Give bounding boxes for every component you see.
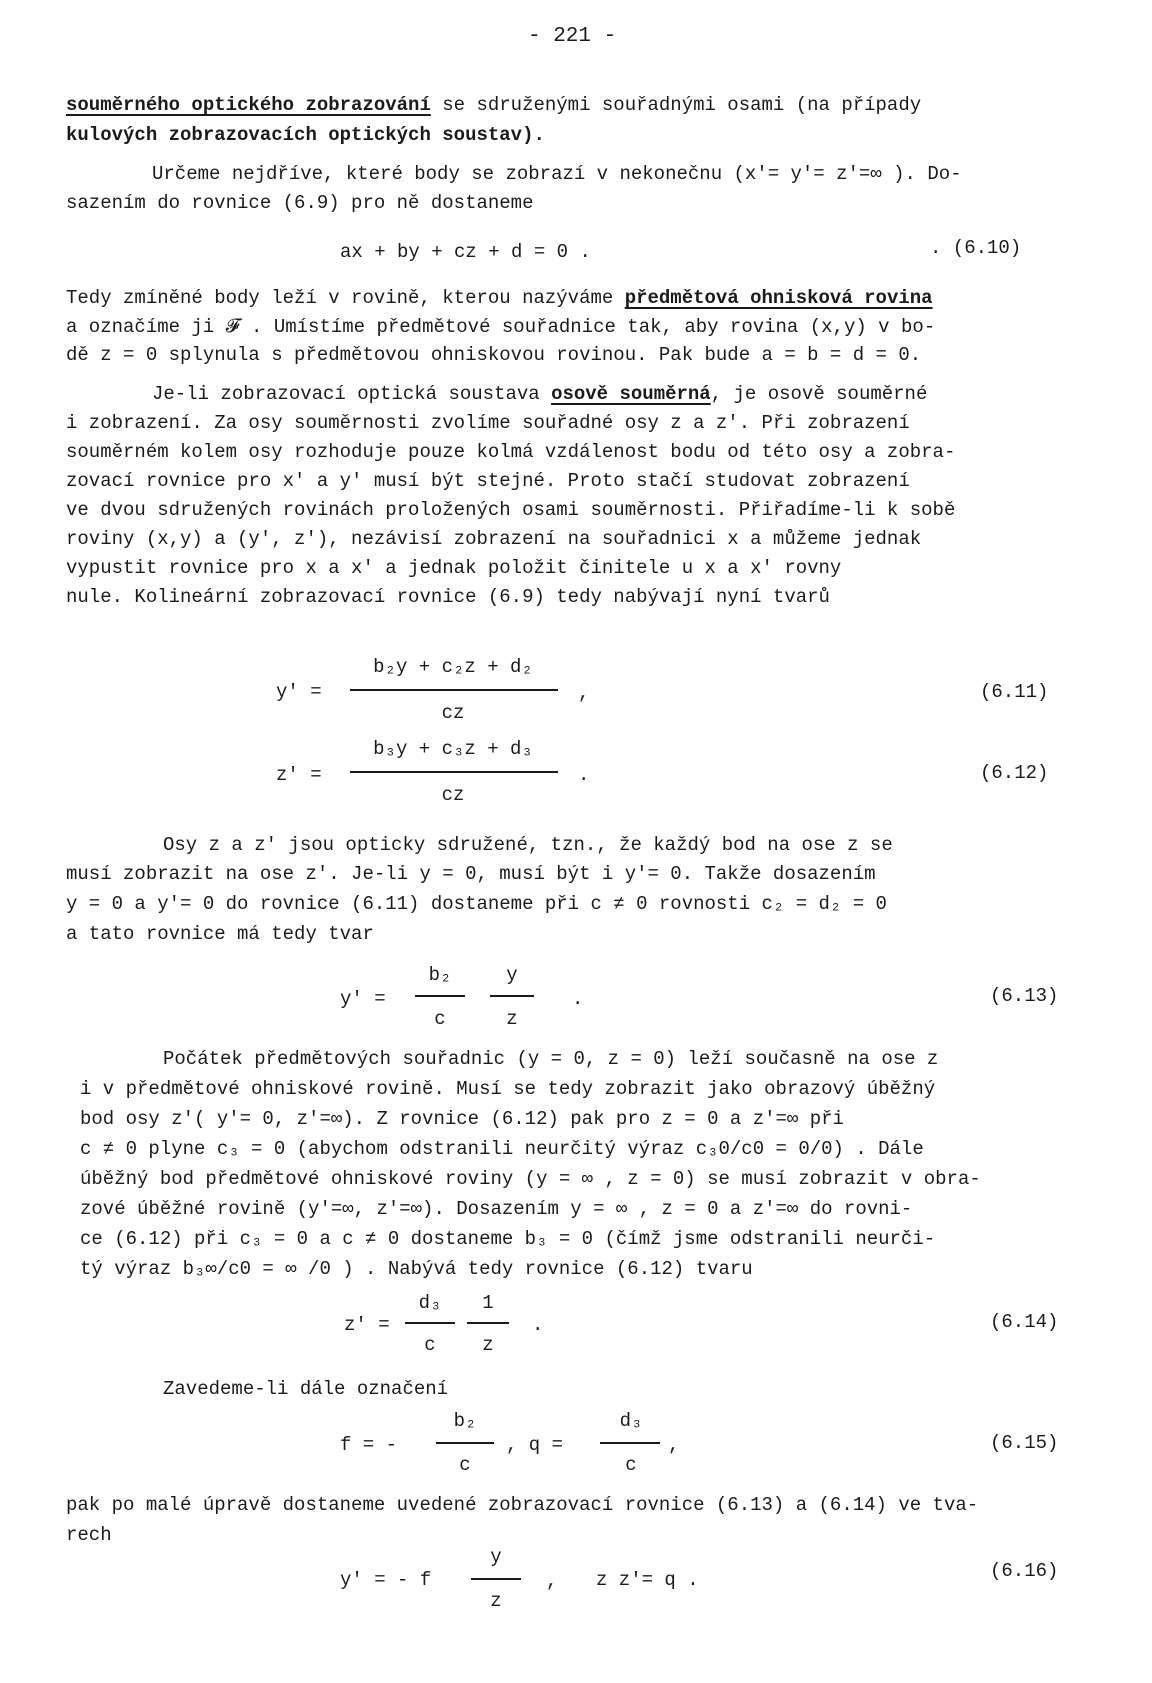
para6-line2: i v předmětové ohniskové rovině. Musí se tedy zobrazit jako obrazový úběžný — [80, 1078, 936, 1100]
equation-6-11-punct: , — [578, 682, 590, 704]
equation-6-12-denominator: cz — [441, 784, 465, 806]
equation-6-13-den2: z — [506, 1008, 518, 1030]
para8-line1: pak po malé úpravě dostaneme uvedené zobrazovací rovnice (6.13) a (6.14) ve tva- — [66, 1494, 979, 1516]
para6-line7: ce (6.12) při c₃ = 0 a c ≠ 0 dostaneme b₃ = 0 (čímž jsme odstranili neurči- — [80, 1228, 936, 1250]
equation-6-15-mid: , q = — [506, 1434, 564, 1456]
equation-6-15-lhs: f = - — [340, 1434, 398, 1456]
equation-6-16-mid: , — [546, 1570, 558, 1592]
equation-6-12-lhs: z′ = — [276, 764, 322, 786]
equation-6-14-lhs: z′ = — [344, 1314, 390, 1336]
fraction-bar — [490, 995, 534, 997]
equation-6-13-num2: y — [506, 964, 518, 986]
equation-6-15-num1: b₂ — [453, 1410, 477, 1432]
equation-label-6-15: (6.15) — [990, 1432, 1059, 1454]
equation-label-6-16: (6.16) — [990, 1560, 1059, 1582]
para4-line3: souměrném kolem osy rozhoduje pouze kolmá vzdálenost bodu od této osy a zobra- — [66, 441, 956, 463]
equation-label-6-10: . (6.10) — [930, 237, 1022, 259]
para7-line1: Zavedeme-li dále označení — [163, 1378, 449, 1400]
equation-label-6-11: (6.11) — [980, 681, 1049, 703]
para4-line8: nule. Kolineární zobrazovací rovnice (6.9) tedy nabývají nyní tvarů — [66, 586, 830, 608]
para5-line1: Osy z a z′ jsou opticky sdružené, tzn., že každý bod na ose z se — [163, 834, 893, 856]
equation-6-13-num1: b₂ — [428, 964, 452, 986]
para4-line5: ve dvou sdružených rovinách proložených osami souměrnosti. Přiřadíme-li k sobě — [66, 499, 956, 521]
equation-6-13-punct: . — [572, 988, 584, 1010]
para4-line1: Je-li zobrazovací optická soustava osově souměrná, je osově souměrné — [152, 383, 928, 405]
para3-line3: dě z = 0 splynula s předmětovou ohniskovou rovinou. Pak bude a = b = d = 0. — [66, 344, 922, 366]
underlined-term: souměrného optického zobrazování — [66, 94, 431, 116]
equation-label-6-12: (6.12) — [980, 762, 1049, 784]
para6-line6: zové úběžné rovině (y′=∞, z′=∞). Dosazením y = ∞ , z = 0 a z′=∞ do rovni- — [80, 1198, 913, 1220]
equation-6-10: ax + by + cz + d = 0 . — [340, 241, 591, 263]
equation-label-6-13: (6.13) — [990, 985, 1059, 1007]
equation-6-12-punct: . — [578, 764, 590, 786]
para4-line6: roviny (x,y) a (y′, z′), nezávisí zobrazení na souřadnici x a můžeme jednak — [66, 528, 922, 550]
para6-line4: c ≠ 0 plyne c₃ = 0 (abychom odstranili neurčitý výraz c₃0/c0 = 0/0) . Dále — [80, 1138, 924, 1160]
equation-6-15-den1: c — [459, 1454, 471, 1476]
para1-line2: kulových zobrazovacích optických soustav). — [66, 124, 545, 146]
para1-line1: souměrného optického zobrazování se sdruženými souřadnými osami (na případy — [66, 94, 922, 116]
equation-6-15-punct: , — [668, 1434, 680, 1456]
equation-6-11-numerator: b₂y + c₂z + d₂ — [373, 656, 533, 678]
para6-line8: tý výraz b₃∞/c0 = ∞ /0 ) . Nabývá tedy rovnice (6.12) tvaru — [80, 1258, 753, 1280]
para8-line2: rech — [66, 1524, 112, 1546]
fraction-bar — [405, 1322, 455, 1324]
fraction-bar — [600, 1442, 660, 1444]
para2-line1: Určeme nejdříve, které body se zobrazí v nekonečnu (x′= y′= z′=∞ ). Do- — [152, 163, 962, 185]
equation-6-16-rhs: z z′= q . — [596, 1569, 699, 1591]
equation-6-13-lhs: y′ = — [340, 988, 386, 1010]
fraction-bar — [436, 1442, 494, 1444]
para3-line2: a označíme ji 𝓕 . Umístíme předmětové souřadnice tak, aby rovina (x,y) v bo- — [66, 316, 936, 338]
equation-6-14-num2: 1 — [482, 1292, 494, 1314]
para5-line3: y = 0 a y′= 0 do rovnice (6.11) dostaneme při c ≠ 0 rovnosti c₂ = d₂ = 0 — [66, 893, 887, 915]
para6-line5: úběžný bod předmětové ohniskové roviny (y = ∞ , z = 0) se musí zobrazit v obra- — [80, 1168, 981, 1190]
underlined-term: osově souměrná — [551, 383, 711, 405]
fraction-bar — [415, 995, 465, 997]
equation-6-15-num2: d₃ — [619, 1410, 643, 1432]
para3-line1: Tedy zmíněné body leží v rovině, kterou nazýváme předmětová ohnisková rovina — [66, 287, 933, 309]
equation-6-14-den1: c — [424, 1334, 436, 1356]
equation-6-16-den: z — [490, 1590, 502, 1612]
equation-6-14-num1: d₃ — [418, 1292, 442, 1314]
para6-line3: bod osy z′( y′= 0, z′=∞). Z rovnice (6.12) pak pro z = 0 a z′=∞ při — [80, 1108, 844, 1130]
fraction-bar — [350, 771, 558, 773]
equation-6-15-den2: c — [625, 1454, 637, 1476]
para4-line2: i zobrazení. Za osy souměrnosti zvolíme souřadné osy z a z′. Při zobrazení — [66, 412, 910, 434]
equation-6-14-den2: z — [482, 1334, 494, 1356]
equation-6-16-lhs: y′ = - f — [340, 1569, 432, 1591]
para2-line2: sazením do rovnice (6.9) pro ně dostaneme — [66, 192, 534, 214]
para4-line7: vypustit rovnice pro x a x′ a jednak položit činitele u x a x′ rovny — [66, 557, 842, 579]
para5-line2: musí zobrazit na ose z′. Je-li y = 0, musí být i y′= 0. Takže dosazením — [66, 863, 876, 885]
equation-6-11-lhs: y′ = — [276, 681, 322, 703]
fraction-bar — [471, 1578, 521, 1580]
para5-line4: a tato rovnice má tedy tvar — [66, 923, 374, 945]
fraction-bar — [467, 1322, 509, 1324]
underlined-term: předmětová ohnisková rovina — [624, 287, 933, 309]
equation-6-14-punct: . — [532, 1314, 544, 1336]
para6-line1: Počátek předmětových souřadnic (y = 0, z = 0) leží současně na ose z — [163, 1048, 939, 1070]
equation-label-6-14: (6.14) — [990, 1311, 1059, 1333]
equation-6-12-numerator: b₃y + c₃z + d₃ — [373, 738, 533, 760]
page-number: - 221 - — [528, 25, 617, 48]
fraction-bar — [350, 689, 558, 691]
equation-6-16-num: y — [490, 1546, 502, 1568]
equation-6-13-den1: c — [434, 1008, 446, 1030]
equation-6-11-denominator: cz — [441, 702, 465, 724]
para4-line4: zovací rovnice pro x′ a y′ musí být stejné. Proto stačí studovat zobrazení — [66, 470, 910, 492]
